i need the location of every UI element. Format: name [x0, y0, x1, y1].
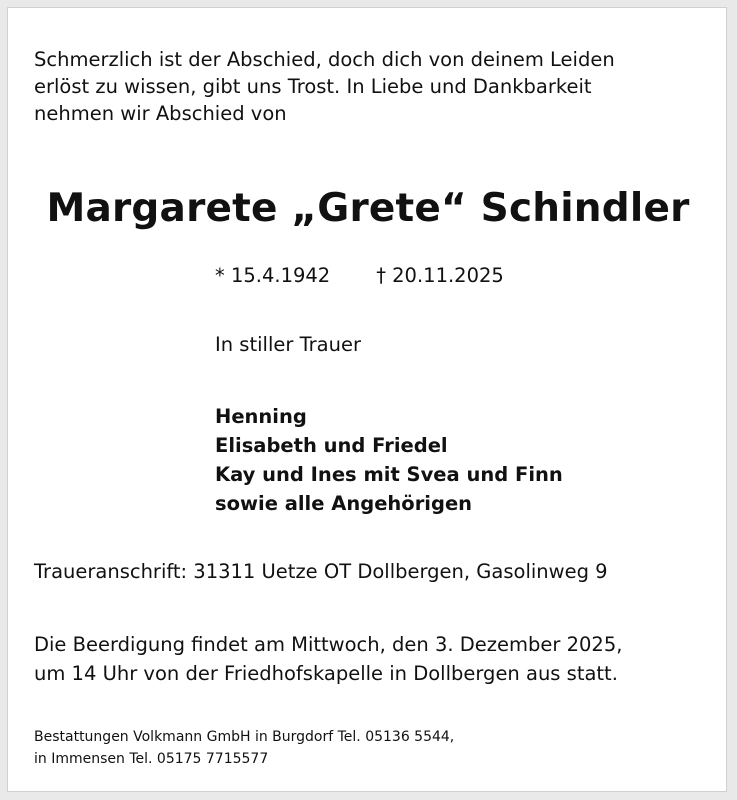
funeral-line: Die Beerdigung findet am Mittwoch, den 3. Dezember 2025,	[34, 633, 623, 656]
mourner: Kay und Ines mit Svea und Finn	[215, 463, 563, 486]
undertaker-line: in Immensen Tel. 05175 7715577	[34, 751, 269, 767]
birth-date: * 15.4.1942	[215, 264, 331, 287]
intro-text	[34, 46, 714, 127]
intro-line: nehmen wir Abschied von	[34, 102, 287, 125]
life-dates	[215, 264, 504, 287]
intro-line: Schmerzlich ist der Abschied, doch dich von deinem Leiden	[34, 48, 615, 71]
funeral-line: um 14 Uhr von der Friedhofskapelle in Dollbergen aus statt.	[34, 662, 618, 685]
mourners-list	[215, 402, 563, 518]
funeral-info	[34, 630, 622, 688]
mourner: Henning	[215, 405, 307, 428]
mourning-phrase: In stiller Trauer	[215, 333, 361, 356]
undertaker-info	[34, 726, 454, 770]
undertaker-line: Bestattungen Volkmann GmbH in Burgdorf Tel. 05136 5544,	[34, 729, 455, 745]
obituary-notice	[7, 7, 727, 792]
mourner: Elisabeth und Friedel	[215, 434, 448, 457]
deceased-name: Margarete „Grete“ Schindler	[46, 186, 690, 231]
mourning-address: Traueranschrift: 31311 Uetze OT Dollbergen, Gasolinweg 9	[34, 560, 608, 583]
mourner: sowie alle Angehörigen	[215, 492, 473, 515]
intro-line: erlöst zu wissen, gibt uns Trost. In Liebe und Dankbarkeit	[34, 75, 592, 98]
death-date: † 20.11.2025	[376, 264, 504, 287]
